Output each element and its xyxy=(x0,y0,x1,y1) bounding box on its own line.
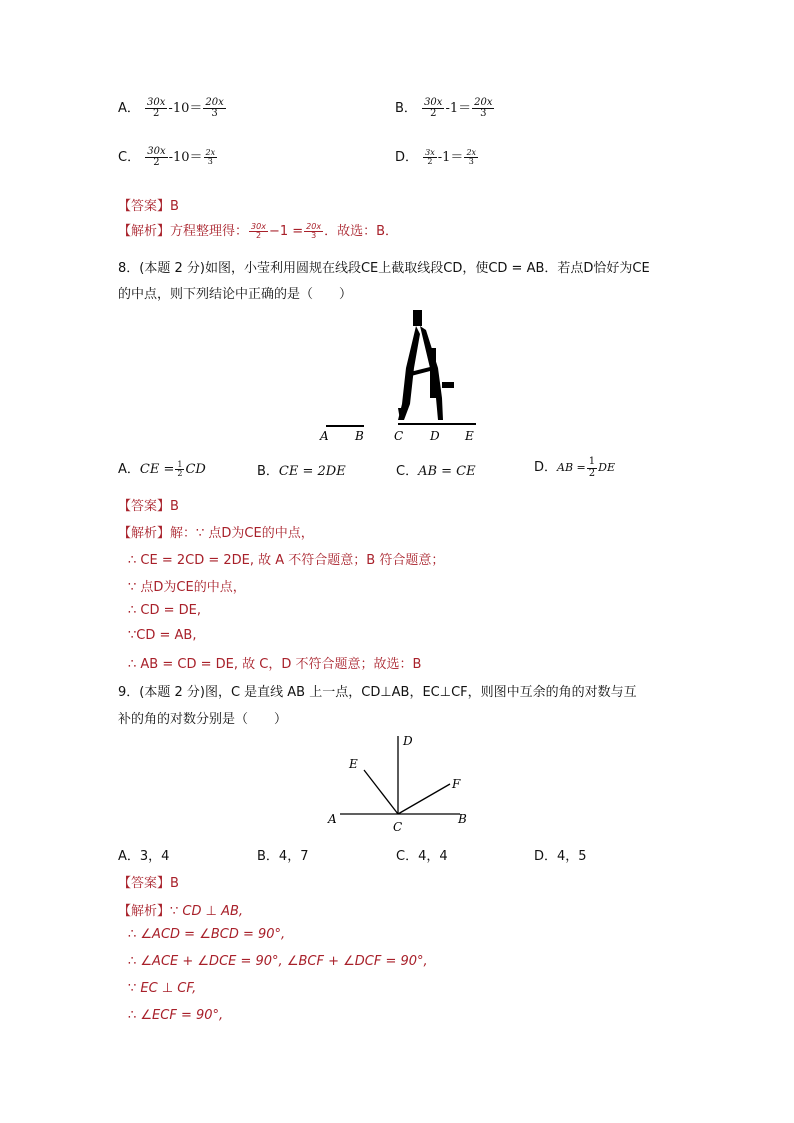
q8-analysis-line4: ∴ CD = DE, xyxy=(128,603,202,618)
q9-option-d: D．4，5 xyxy=(534,849,587,864)
q9-analysis-line1: 【解析】∵ CD ⊥ AB, xyxy=(118,904,244,919)
fraction: $\frac{30x}{2}$ xyxy=(147,145,166,168)
q8-label-c: C xyxy=(394,429,404,443)
fraction: $\frac{20x}{3}$ xyxy=(306,221,322,240)
q9-analysis-line5: ∴ ∠ECF = 90°, xyxy=(128,1008,224,1023)
q8-label-b: B xyxy=(355,429,364,443)
q8-answer: 【答案】B xyxy=(118,499,179,514)
q8-stem-line1: 8．(本题 2 分)如图，小莹利用圆规在线段CE上截取线段CD，使CD = AB．若点D恰好为CE xyxy=(118,261,650,276)
q8-analysis-line2: ∴ CE = 2CD = 2DE, 故 A 不符合题意；B 符合题意； xyxy=(128,553,445,568)
fraction: $\frac{30x}{2}$ xyxy=(251,221,266,240)
q9-answer: 【答案】B xyxy=(118,876,179,891)
q7-option-b: B． $\frac{30x}{2}$ -1＝ $\frac{20x}{3}$ xyxy=(395,96,493,119)
q8-label-e: E xyxy=(465,429,474,443)
q8-analysis-line6: ∴ AB = CD = DE, 故 C，D 不符合题意；故选：B xyxy=(128,657,422,672)
fraction: $\frac{1}{2}$ xyxy=(177,459,183,478)
fraction: $\frac{20x}{3}$ xyxy=(205,96,224,119)
fraction: $\frac{30x}{2}$ xyxy=(147,96,166,119)
q9-analysis-line2: ∴ ∠ACD = ∠BCD = 90°, xyxy=(128,927,286,942)
q9-stem-line1: 9．(本题 2 分)图，C 是直线 AB 上一点，CD⊥AB，EC⊥CF，则图中互余的角的对数与互 xyxy=(118,685,637,700)
q8-option-b: B．CE = 2DE xyxy=(257,464,346,479)
q8-option-d: D．AB = $\frac{1}{2}$ DE xyxy=(534,456,615,479)
q9-label-e: E xyxy=(349,757,358,771)
q9-angle-figure xyxy=(320,730,480,840)
fraction: $\frac{2x}{3}$ xyxy=(205,147,216,166)
q9-analysis-line4: ∵ EC ⊥ CF, xyxy=(128,981,197,996)
fraction: $\frac{1}{2}$ xyxy=(588,456,596,479)
q9-label-d: D xyxy=(403,734,413,748)
q8-label-d: D xyxy=(430,429,440,443)
fraction: $\frac{30x}{2}$ xyxy=(424,96,443,119)
q9-option-c: C．4，4 xyxy=(396,849,448,864)
q8-stem-line2: 的中点，则下列结论中正确的是（ ） xyxy=(118,287,353,302)
q9-option-b: B．4，7 xyxy=(257,849,309,864)
q7-option-d: D． $\frac{3x}{2}$ -1＝ $\frac{2x}{3}$ xyxy=(395,147,477,166)
q9-stem-line2: 补的角的对数分别是（ ） xyxy=(118,712,288,727)
fraction: $\frac{2x}{3}$ xyxy=(466,147,477,166)
ray-cf xyxy=(398,784,450,814)
ray-ce xyxy=(364,770,398,814)
q7-option-a: A． $\frac{30x}{2}$ -10＝ $\frac{20x}{3}$ xyxy=(118,96,224,119)
q8-analysis-line1: 【解析】解：∵ 点D为CE的中点， xyxy=(118,526,314,541)
q8-option-a: A．CE = $\frac{1}{2}$ CD xyxy=(118,459,206,478)
q8-label-a: A xyxy=(320,429,329,443)
q7-answer: 【答案】B xyxy=(118,199,179,214)
q7-analysis: 【解析】方程整理得： $\frac{30x}{2}$ −1 = $\frac{20x}{3}$ ．故选：B． xyxy=(118,221,398,240)
compass-icon xyxy=(398,310,454,420)
q9-label-c: C xyxy=(393,820,403,834)
fraction: $\frac{20x}{3}$ xyxy=(474,96,493,119)
q9-label-b: B xyxy=(458,812,467,826)
q9-label-f: F xyxy=(452,777,461,791)
q9-option-a: A．3，4 xyxy=(118,849,170,864)
q7-option-c: C． $\frac{30x}{2}$ -10＝ $\frac{2x}{3}$ xyxy=(118,145,216,168)
q9-analysis-line3: ∴ ∠ACE + ∠DCE = 90°, ∠BCF + ∠DCF = 90°, xyxy=(128,954,428,969)
q8-analysis-line5: ∵CD = AB, xyxy=(128,628,197,643)
q8-option-c: C．AB = CE xyxy=(396,464,476,479)
q8-compass-figure xyxy=(310,308,490,448)
fraction: $\frac{3x}{2}$ xyxy=(425,147,435,166)
q8-analysis-line3: ∵ 点D为CE的中点， xyxy=(128,580,246,595)
q9-label-a: A xyxy=(328,812,337,826)
